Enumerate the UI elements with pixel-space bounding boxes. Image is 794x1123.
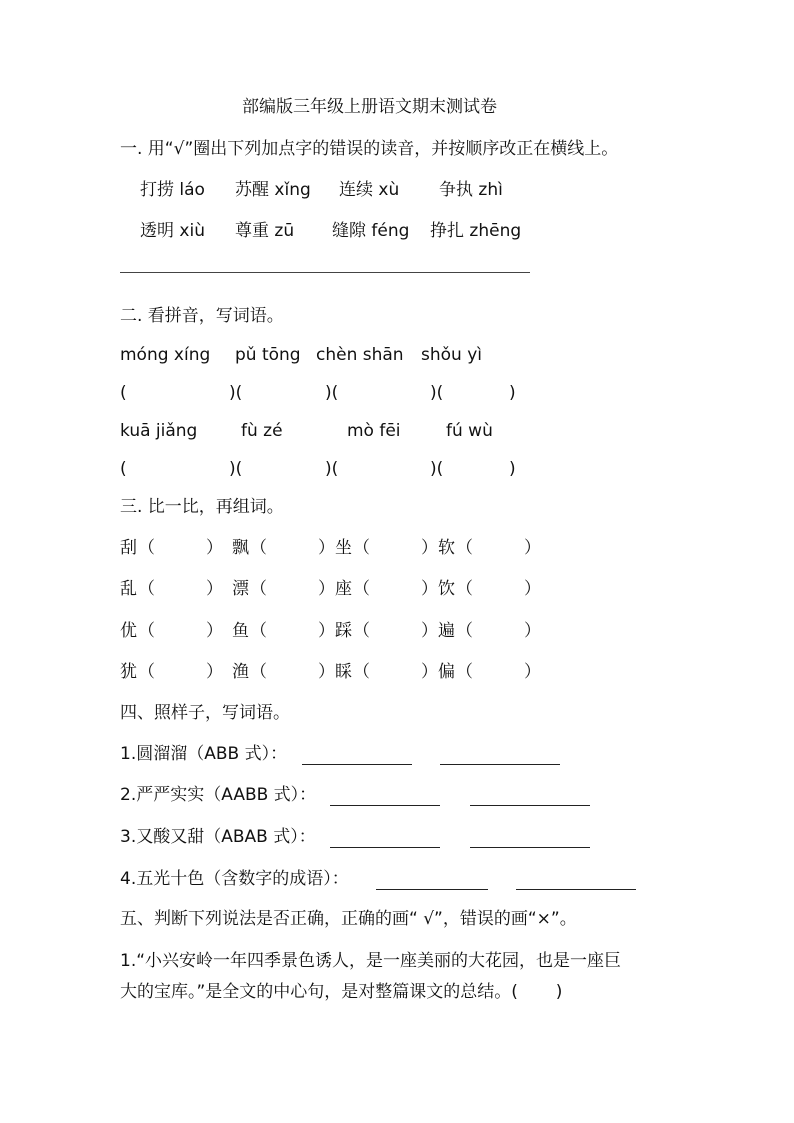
compare-char: 坐 (335, 538, 352, 558)
section4-item: 1.圆溜溜（ABB 式）： (120, 744, 288, 764)
pinyin-item: kuā jiǎng (120, 421, 198, 441)
close-paren: ） (318, 579, 335, 599)
close-paren: ） (421, 579, 438, 599)
compare-char: 偏 (438, 662, 455, 682)
close-paren: ） (524, 621, 541, 641)
question-line: 大的宝库。”是全文的中心句，是对整篇课文的总结。( ) (120, 982, 563, 1002)
compare-char: 刮 (120, 538, 137, 558)
open-paren[interactable]: （ (138, 579, 155, 599)
section4-heading: 四、照样子，写词语。 (120, 703, 290, 723)
word-item: 苏醒 xǐng (235, 180, 311, 200)
compare-char: 漂 (232, 579, 249, 599)
answer-blank[interactable] (440, 764, 560, 765)
compare-char: 遍 (438, 621, 455, 641)
open-paren[interactable]: （ (353, 621, 370, 641)
pinyin-item: móng xíng (120, 345, 211, 365)
word-item: 打捞 láo (140, 180, 205, 200)
answer-blank[interactable] (330, 805, 440, 806)
answer-blank[interactable] (330, 847, 440, 848)
compare-char: 饮 (438, 579, 455, 599)
close-paren: ） (318, 662, 335, 682)
word-item: 挣扎 zhēng (430, 221, 522, 241)
open-paren[interactable]: （ (456, 662, 473, 682)
close-paren: ） (206, 662, 223, 682)
close-paren: ） (318, 538, 335, 558)
section5-heading: 五、判断下列说法是否正确，正确的画“ √”，错误的画“×”。 (120, 909, 577, 929)
pinyin-item: fú wù (446, 421, 493, 441)
section1-heading: 一. 用“√”圈出下列加点字的错误的读音，并按顺序改正在横线上。 (120, 139, 619, 159)
answer-line[interactable] (120, 272, 530, 273)
compare-char: 踩 (335, 621, 352, 641)
open-paren[interactable]: （ (456, 621, 473, 641)
close-paren: ） (206, 538, 223, 558)
word-item: 透明 xiù (140, 221, 205, 241)
answer-blank[interactable] (376, 889, 488, 890)
answer-blank[interactable] (470, 805, 590, 806)
open-paren[interactable]: （ (353, 579, 370, 599)
compare-char: 软 (438, 538, 455, 558)
answer-blank[interactable] (516, 889, 636, 890)
paren: ) (509, 459, 516, 479)
word-item: 尊重 zū (235, 221, 295, 241)
section4-item: 2.严严实实（AABB 式）： (120, 785, 317, 805)
paren: )( (430, 459, 444, 479)
open-paren[interactable]: （ (138, 662, 155, 682)
open-paren[interactable]: （ (353, 662, 370, 682)
open-paren[interactable]: （ (250, 538, 267, 558)
pinyin-item: fù zé (241, 421, 283, 441)
compare-char: 优 (120, 621, 137, 641)
compare-char: 座 (335, 579, 352, 599)
open-paren[interactable]: （ (456, 579, 473, 599)
close-paren: ） (206, 579, 223, 599)
pinyin-item: shǒu yì (421, 345, 482, 365)
compare-char: 渔 (232, 662, 249, 682)
answer-blank[interactable] (470, 847, 590, 848)
pinyin-item: pǔ tōng (235, 345, 301, 365)
open-paren[interactable]: （ (250, 621, 267, 641)
page-title: 部编版三年级上册语文期末测试卷 (242, 97, 497, 117)
section4-item: 3.又酸又甜（ABAB 式）： (120, 827, 316, 847)
paren: )( (325, 383, 339, 403)
paren: )( (430, 383, 444, 403)
open-paren[interactable]: （ (456, 538, 473, 558)
compare-char: 乱 (120, 579, 137, 599)
word-item: 争执 zhì (439, 180, 503, 200)
pinyin-item: mò fēi (347, 421, 401, 441)
question-line: 1.“小兴安岭一年四季景色诱人，是一座美丽的大花园，也是一座巨 (120, 951, 622, 971)
section4-item: 4.五光十色（含数字的成语）： (120, 869, 349, 889)
pinyin-item: chèn shān (316, 345, 404, 365)
open-paren[interactable]: （ (250, 579, 267, 599)
close-paren: ） (421, 538, 438, 558)
paren: ( (120, 459, 127, 479)
open-paren[interactable]: （ (250, 662, 267, 682)
close-paren: ） (524, 538, 541, 558)
close-paren: ） (524, 579, 541, 599)
close-paren: ） (421, 662, 438, 682)
section2-heading: 二. 看拼音，写词语。 (120, 306, 284, 326)
paren: ) (509, 383, 516, 403)
close-paren: ） (421, 621, 438, 641)
compare-char: 犹 (120, 662, 137, 682)
answer-blank[interactable] (302, 764, 412, 765)
paren: )( (325, 459, 339, 479)
open-paren[interactable]: （ (138, 538, 155, 558)
compare-char: 飘 (232, 538, 249, 558)
paren: ( (120, 383, 127, 403)
compare-char: 鱼 (232, 621, 249, 641)
paren: )( (229, 459, 243, 479)
word-item: 连续 xù (339, 180, 400, 200)
close-paren: ） (524, 662, 541, 682)
word-item: 缝隙 féng (332, 221, 410, 241)
open-paren[interactable]: （ (138, 621, 155, 641)
section3-heading: 三. 比一比，再组词。 (120, 497, 284, 517)
close-paren: ） (206, 621, 223, 641)
close-paren: ） (318, 621, 335, 641)
compare-char: 睬 (335, 662, 352, 682)
open-paren[interactable]: （ (353, 538, 370, 558)
paren: )( (229, 383, 243, 403)
